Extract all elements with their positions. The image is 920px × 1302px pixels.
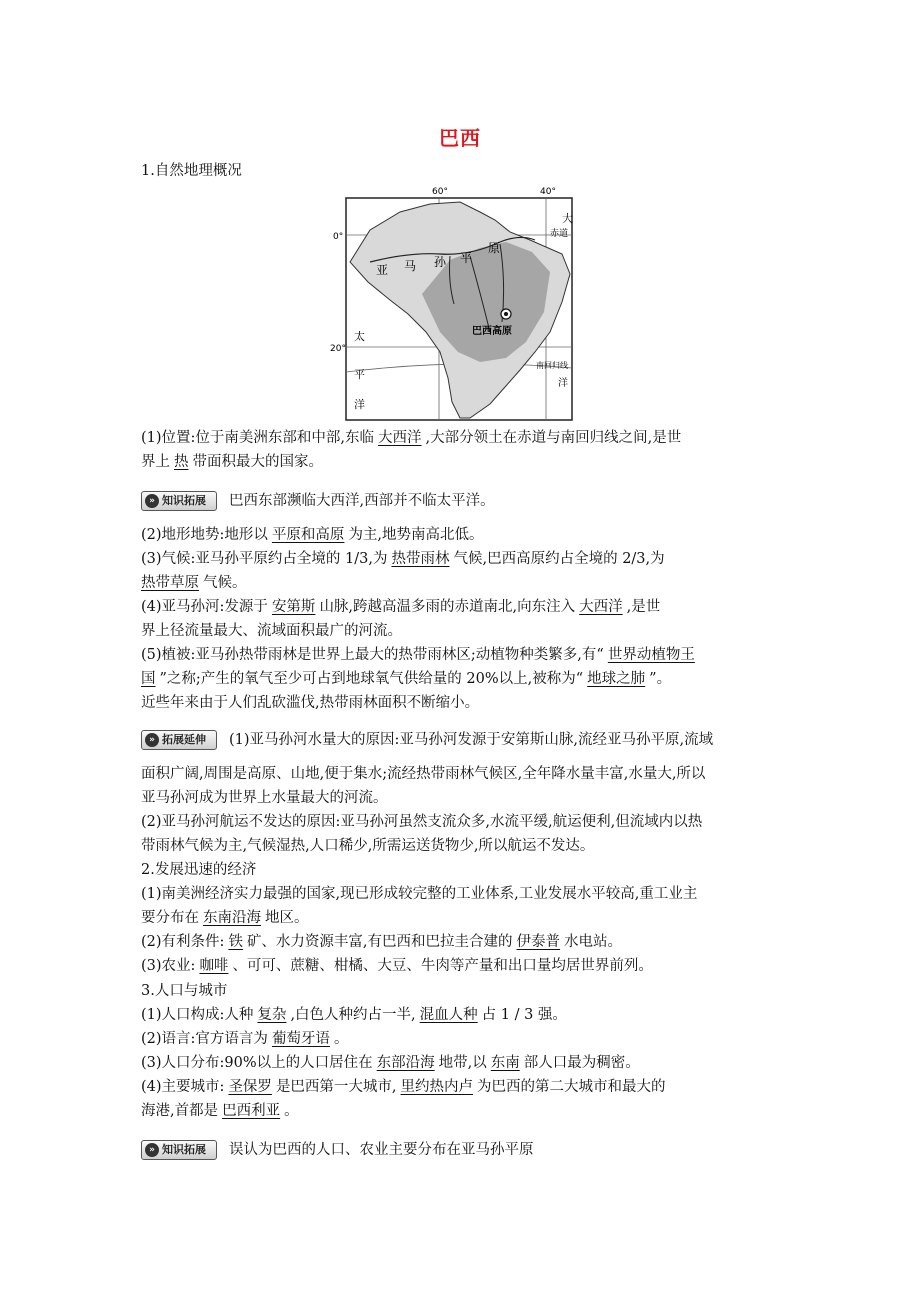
map-label-ping: 平 bbox=[460, 251, 473, 265]
section1-heading: 1.自然地理概况 bbox=[141, 163, 242, 179]
answer-blank: 混血人种 bbox=[419, 1007, 478, 1023]
s3-p4-line2: 海港,首都是 巴西利亚 。 bbox=[141, 1103, 299, 1119]
answer-blank: 国 bbox=[141, 671, 156, 687]
tag2-row: » 拓展延伸 (1)亚马孙河水量大的原因:亚马孙河发源于安第斯山脉,流经亚马孙平原,流域 bbox=[141, 729, 791, 751]
section3-heading: 3.人口与城市 bbox=[141, 983, 228, 999]
chevron-right-icon: » bbox=[145, 494, 159, 508]
map-label-sun: 孙 bbox=[434, 255, 447, 269]
s3-p4-line1: (4)主要城市: 圣保罗 是巴西第一大城市, 里约热内卢 为巴西的第二大城市和最大的 bbox=[141, 1079, 666, 1095]
s1-p2: (2)地形地势:地形以 平原和高原 为主,地势南高北低。 bbox=[141, 527, 484, 543]
answer-blank: 复杂 bbox=[257, 1007, 287, 1023]
s1-p5-line3: 近些年来由于人们乱砍滥伐,热带雨林面积不断缩小。 bbox=[141, 695, 480, 711]
answer-blank: 东南沿海 bbox=[203, 910, 261, 926]
chevron-right-icon: » bbox=[145, 1143, 159, 1157]
answer-blank: 葡萄牙语 bbox=[271, 1031, 330, 1047]
lat-label-0: 0° bbox=[333, 232, 344, 242]
answer-blank: 咖啡 bbox=[199, 958, 229, 974]
answer-blank: 铁 bbox=[228, 934, 243, 950]
map-label-ya: 亚 bbox=[376, 263, 389, 277]
tag2-line4: (2)亚马孙河航运不发达的原因:亚马孙河虽然支流众多,水流平缓,航运便利,但流域内以热 bbox=[141, 814, 703, 830]
extension-badge: » 拓展延伸 bbox=[141, 730, 217, 750]
s1-p5-line1: (5)植被:亚马孙热带雨林是世界上最大的热带雨林区;动植物种类繁多,有“ 世界动植物王 bbox=[141, 644, 791, 666]
s2-p3: (3)农业: 咖啡 、可可、蔗糖、柑橘、大豆、牛肉等产量和出口量均居世界前列。 bbox=[141, 958, 653, 974]
map-label-tropic: 南回归线 bbox=[536, 361, 568, 370]
map-label-yuan: 原 bbox=[488, 241, 501, 255]
map-label-atlantic: 大 bbox=[562, 212, 573, 225]
s1-p4-line2: 界上径流量最大、流域面积最广的河流。 bbox=[141, 623, 402, 639]
lon-label-60: 60° bbox=[432, 187, 448, 197]
answer-blank: 东南 bbox=[490, 1055, 520, 1071]
lon-label-40: 40° bbox=[540, 187, 556, 197]
answer-blank: 安第斯 bbox=[271, 599, 316, 615]
map-label-equator: 赤道 bbox=[550, 229, 569, 239]
s2-p1-line2: 要分布在 东南沿海 地区。 bbox=[141, 910, 309, 926]
map-label-pacific-1: 太 bbox=[354, 330, 365, 343]
answer-blank: 圣保罗 bbox=[228, 1079, 272, 1095]
brazil-map bbox=[330, 182, 590, 424]
answer-blank: 大西洋 bbox=[579, 599, 623, 615]
answer-blank: 里约热内卢 bbox=[400, 1079, 474, 1095]
answer-blank: 地球之肺 bbox=[587, 671, 646, 687]
tag3-row: » 知识拓展 误认为巴西的人口、农业主要分布在亚马孙平原 bbox=[141, 1139, 791, 1161]
s2-p1-line1: (1)南美洲经济实力最强的国家,现已形成较完整的工业体系,工业发展水平较高,重工业主 bbox=[141, 886, 698, 902]
s1-p3-line2: 热带草原 气候。 bbox=[141, 575, 247, 591]
s3-p3: (3)人口分布:90%以上的人口居住在 东部沿海 地带,以 东南 部人口最为稠密。 bbox=[141, 1055, 640, 1071]
answer-blank: 热带雨林 bbox=[391, 551, 450, 567]
s2-p2: (2)有利条件: 铁 矿、水力资源丰富,有巴西和巴拉圭合建的 伊泰普 水电站。 bbox=[141, 934, 623, 950]
answer-blank: 热带草原 bbox=[141, 575, 199, 591]
answer-blank: 伊泰普 bbox=[516, 934, 561, 950]
lat-label-20: 20° bbox=[330, 344, 346, 354]
s3-p1: (1)人口构成:人种 复杂 ,白色人种约占一半, 混血人种 占 1 / 3 强。 bbox=[141, 1007, 567, 1023]
s1-p4-line1: (4)亚马孙河:发源于 安第斯 山脉,跨越高温多雨的赤道南北,向东注入 大西洋 ,是世 bbox=[141, 599, 661, 615]
map-label-pacific-3: 洋 bbox=[354, 398, 365, 411]
s1-p3-line1: (3)气候:亚马孙平原约占全境的 1/3,为 热带雨林 气候,巴西高原约占全境的 2/3,为 bbox=[141, 551, 665, 567]
answer-blank: 巴西利亚 bbox=[222, 1103, 281, 1119]
map-label-ocean-right: 洋 bbox=[558, 378, 568, 389]
answer-blank: 热 bbox=[174, 454, 189, 470]
knowledge-expand-badge: » 知识拓展 bbox=[141, 491, 217, 511]
answer-blank: 东部沿海 bbox=[376, 1055, 435, 1071]
tag2-line2: 面积广阔,周围是高原、山地,便于集水;流经热带雨林气候区,全年降水量丰富,水量大,所以 bbox=[141, 766, 706, 782]
answer-blank: 世界动植物王 bbox=[607, 647, 695, 663]
map-label-plateau: 巴西高原 bbox=[472, 326, 512, 337]
chevron-right-icon: » bbox=[145, 733, 159, 747]
s3-p2: (2)语言:官方语言为 葡萄牙语 。 bbox=[141, 1031, 349, 1047]
tag2-line5: 带雨林气候为主,气候湿热,人口稀少,所需运送货物少,所以航运不发达。 bbox=[141, 838, 595, 854]
page-title: 巴西 bbox=[439, 126, 481, 150]
map-label-pacific-2: 平 bbox=[354, 368, 365, 381]
map-label-ma: 马 bbox=[404, 259, 417, 273]
answer-blank: 平原和高原 bbox=[271, 527, 345, 543]
knowledge-expand-badge: » 知识拓展 bbox=[141, 1140, 217, 1160]
section2-heading: 2.发展迅速的经济 bbox=[141, 862, 257, 878]
s1-p1-line1: (1)位置:位于南美洲东部和中部,东临 大西洋 ,大部分领土在赤道与南回归线之间,是世 bbox=[141, 430, 682, 446]
tag2-line3: 亚马孙河成为世界上水量最大的河流。 bbox=[141, 790, 388, 806]
tag1-row: » 知识拓展 巴西东部濒临大西洋,西部并不临太平洋。 bbox=[141, 490, 791, 512]
s1-p5-line2: 国 ”之称;产生的氧气至少可占到地球氧气供给量的 20%以上,被称为“ 地球之肺 ”。 bbox=[141, 671, 672, 687]
answer-blank: 大西洋 bbox=[378, 430, 422, 446]
s1-p1-line2: 界上 热 带面积最大的国家。 bbox=[141, 454, 323, 470]
